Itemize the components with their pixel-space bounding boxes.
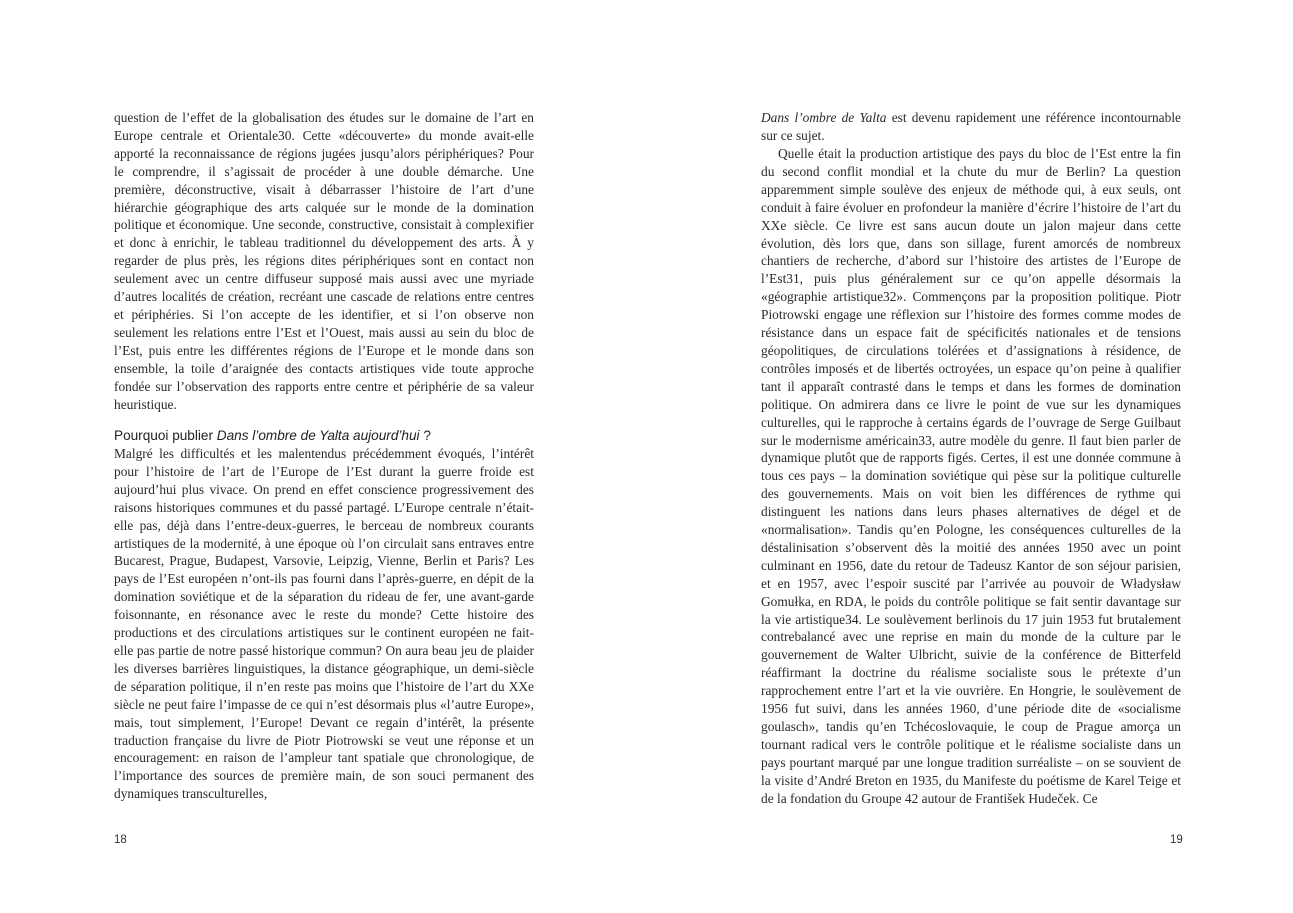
left-paragraph-1: question de l’effet de la globalisation des études sur le domaine de l’art en Europe centrale et Orientale30. Cette «découverte» du monde avait-elle apporté la reconnaissance de régions jugées jusqu’alors périphériques? Pour le comprendre, il s’agissait de procéder à une double démarche. Une première, déconstructive, visait à débarrasser l’histoire de l’art d’une hiérarchie géographique des arts calquée sur le monde de la domination politique et économique. Une seconde, constructive, consistait à complexifier et donc à enrichir, le tableau traditionnel du développement des arts. À y regarder de plus près, les régions dites périphériques sont en contact non seulement avec un centre diffuseur supposé mais aussi avec une myriade d’autres localités de création, recréant une cascade de relations entre centres et périphéries. Si l’on accepte de les identifier, et si l’on observe non seulement les relations entre l’Est et l’Ouest, mais aussi au sein du bloc de l’Est, puis entre les différentes régions de l’Europe et le monde dans son ensemble, la toile d’araignée des contacts artistiques vide toute approche fondée sur l’observation des rapports entre centre et périphérie de sa valeur heuristique.: [114, 110, 534, 412]
right-paragraph-1-text: est devenu rapidement une référence incontournable sur ce sujet.: [761, 110, 1181, 143]
right-paragraph-1: [761, 109, 1181, 145]
right-page: [647, 0, 1293, 913]
left-page: [0, 0, 646, 913]
section-heading: [114, 427, 544, 445]
page-number-left: 18: [114, 834, 127, 846]
right-paragraph-2: Quelle était la production artistique des pays du bloc de l’Est entre la fin du second conflit mondial et la chute du mur de Berlin? La question apparemment simple soulève des enjeux de méthode qui, à eux seuls, ont conduit à faire évoluer en profondeur la manière d’écrire l’histoire de l’art du XXe siècle. Ce livre est sans aucun doute un jalon majeur dans cette évolution, dès lors que, dans son sillage, furent amorcés de nombreux chantiers de recherche, d’abord sur l’histoire des artistes de l’Europe de l’Est31, puis plus généralement sur ce qu’on appelle désormais la «géographie artistique32». Commençons par la proposition politique. Piotr Piotrowski engage une réflexion sur l’histoire des formes comme modes de résistance dans un espace fait de spécificités nationales et de tensions géopolitiques, de circulations tolérées et d’assignations à résidence, de contrôles imposés et de libertés octroyées, un espace qu’on peine à qualifier tant il apparaît contrasté dans le temps et dans les formes de domination politique. On admirera dans ce livre le point de vue sur les dynamiques culturelles, qui le rapproche à certains égards de l’ouvrage de Serge Guilbaut sur le modernisme américain33, autre modèle du genre. Il faut bien parler de dynamique plutôt que de rapports figés. Certes, il est une donnée commune à tous ces pays – la domination soviétique qui pèse sur la politique culturelle des gouvernements. Mais on voit bien les différences de rythme qui distinguent les nations dans leurs phases alternatives de dégel et de «normalisation». Tandis qu’en Pologne, les conséquences culturelles de la déstalinisation s’observent dès la moitié des années 1950 avec un point culminant en 1956, date du retour de Tadeusz Kantor de son séjour parisien, et en 1957, avec l’espoir suscité par l’arrivée au pouvoir de Władysław Gomułka, en RDA, le poids du contrôle politique se fait sentir davantage sur la vie artistique34. Le soulèvement berlinois du 17 juin 1953 fut brutalement contrebalancé avec une reprise en main du monde de la culture par le gouvernement de Walter Ulbricht, suivie de la conférence de Bitterfeld réaffirmant la doctrine du réalisme socialiste sous le prétexte d’un rapprochement entre l’art et la vie ouvrière. En Hongrie, le soulèvement de 1956 fut suivi, dans les années 1960, d’une période dite de «socialisme goulasch», tandis qu’en Tchécoslovaquie, le coup de Prague amorça un tournant radical vers le contrôle politique et le réalisme socialiste dans un pays pourtant marqué par une longue tradition surréaliste – on se souvient de la visite d’André Breton en 1935, du Manifeste du poétisme de Karel Teige et de la fondation du Groupe 42 autour de František Hudeček. Ce: [761, 146, 1181, 806]
left-paragraph-2: Malgré les difficultés et les malentendus précédemment évoqués, l’intérêt pour l’histoire de l’art de l’Europe de l’Est durant la guerre froide est aujourd’hui plus vivace. On prend en effet conscience progressivement des raisons historiques communes et du passé partagé. L’Europe centrale n’était-elle pas, déjà dans l’entre-deux-guerres, le berceau de nombreux courants artistiques de la modernité, à une époque où l’on circulait sans entraves entre Bucarest, Prague, Budapest, Varsovie, Leipzig, Vienne, Berlin et Paris? Les pays de l’Est européen n’ont-ils pas fourni dans l’après-guerre, en dépit de la domination soviétique et de la séparation du rideau de fer, une avant-garde foisonnante, en résonance avec le reste du monde? Cette histoire des productions et des circulations artistiques sur le continent européen ne fait-elle pas partie de notre passé historique commun? On aura beau jeu de plaider les diverses barrières linguistiques, la distance géographique, un demi-siècle de séparation politique, il n’en reste pas moins que l’histoire de l’art du XXe siècle ne peut faire l’impasse de ce qui n’est désormais plus «l’autre Europe», mais, tout simplement, l’Europe! Devant ce regain d’intérêt, la présente traduction française du livre de Piotr Piotrowski se veut une réponse et un encouragement: en raison de l’ampleur tant spatiale que chronologique, de l’importance des sources de première main, de son souci permanent des dynamiques transculturelles,: [114, 446, 534, 802]
page-number-right: 19: [1170, 834, 1183, 846]
book-title-italic: Dans l’ombre de Yalta: [761, 110, 887, 125]
section-heading-suffix: ?: [419, 428, 431, 443]
section-heading-prefix: Pourquoi publier: [114, 428, 217, 443]
section-heading-title: Dans l’ombre de Yalta aujourd’hui: [216, 428, 420, 443]
